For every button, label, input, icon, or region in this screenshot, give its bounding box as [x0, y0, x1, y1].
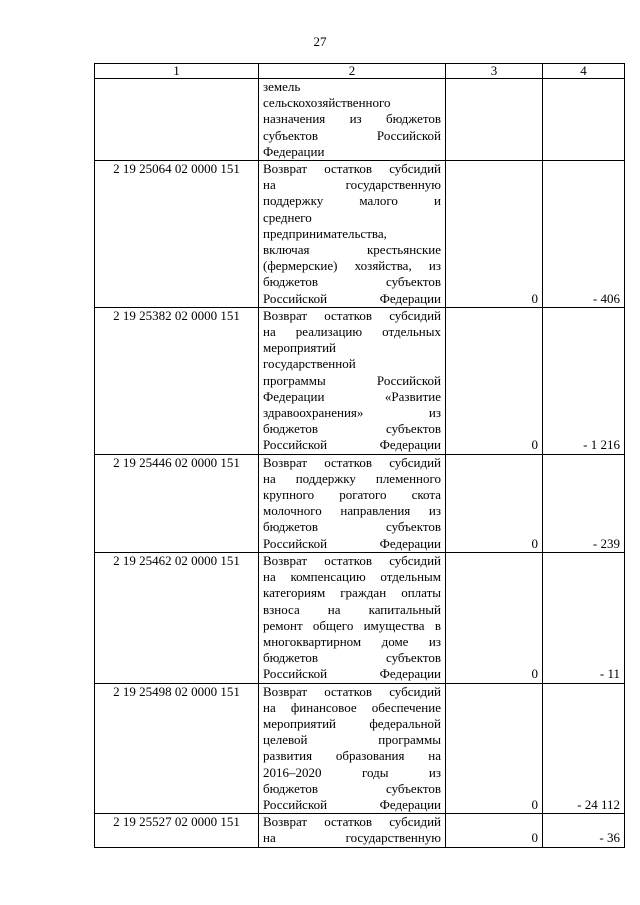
- column-4-value: [543, 79, 625, 161]
- table-row: [95, 814, 625, 847]
- table-row: [95, 79, 625, 161]
- column-header: 4: [543, 64, 625, 79]
- budget-code-cell: 2 19 25462 02 0000 151: [95, 552, 259, 683]
- table-row: [95, 454, 625, 552]
- table-row: [95, 161, 625, 308]
- budget-code-cell: 2 19 25498 02 0000 151: [95, 683, 259, 814]
- column-4-value: - 36: [543, 814, 625, 847]
- table-row: [95, 683, 625, 814]
- column-4-value: - 24 112: [543, 683, 625, 814]
- description-cell: Возврат остатков субсидий на поддержку племенного крупного рогатого скота молочного направления из бюджетов субъектов Российской Федерации: [259, 454, 446, 552]
- description-cell: Возврат остатков субсидий на реализацию отдельных мероприятий государственной программы Российской Федерации «Развитие здравоохранения» из бюджетов субъектов Российской Федерации: [259, 307, 446, 454]
- description-cell: Возврат остатков субсидий на компенсацию отдельным категориям граждан оплаты взноса на капитальный ремонт общего имущества в многоквартирном доме из бюджетов субъектов Российской Федерации: [259, 552, 446, 683]
- description-cell: земель сельскохозяйственного назначения из бюджетов субъектов Российской Федерации: [259, 79, 446, 161]
- column-4-value: - 1 216: [543, 307, 625, 454]
- budget-code-cell: 2 19 25382 02 0000 151: [95, 307, 259, 454]
- column-4-value: - 239: [543, 454, 625, 552]
- column-3-value: 0: [446, 307, 543, 454]
- column-3-value: 0: [446, 552, 543, 683]
- budget-code-cell: 2 19 25446 02 0000 151: [95, 454, 259, 552]
- budget-code-cell: 2 19 25527 02 0000 151: [95, 814, 259, 847]
- column-3-value: 0: [446, 161, 543, 308]
- budget-table: [94, 63, 625, 848]
- column-4-value: - 11: [543, 552, 625, 683]
- table-header-row: [95, 64, 625, 79]
- column-4-value: - 406: [543, 161, 625, 308]
- column-header: 2: [259, 64, 446, 79]
- table-row: [95, 307, 625, 454]
- column-3-value: [446, 79, 543, 161]
- table-row: [95, 552, 625, 683]
- budget-code-cell: [95, 79, 259, 161]
- column-3-value: 0: [446, 683, 543, 814]
- description-cell: Возврат остатков субсидий на государственную поддержку малого и среднего предпринимательства, включая крестьянские (фермерские) хозяйства, из бюджетов субъектов Российской Федерации: [259, 161, 446, 308]
- column-3-value: 0: [446, 454, 543, 552]
- column-3-value: 0: [446, 814, 543, 847]
- page-number: 27: [313, 34, 327, 49]
- description-cell: Возврат остатков субсидий на финансовое обеспечение мероприятий федеральной целевой программы развития образования на 2016–2020 годы из бюджетов субъектов Российской Федерации: [259, 683, 446, 814]
- column-header: 1: [95, 64, 259, 79]
- column-header: 3: [446, 64, 543, 79]
- description-cell: Возврат остатков субсидий на государственную: [259, 814, 446, 847]
- budget-code-cell: 2 19 25064 02 0000 151: [95, 161, 259, 308]
